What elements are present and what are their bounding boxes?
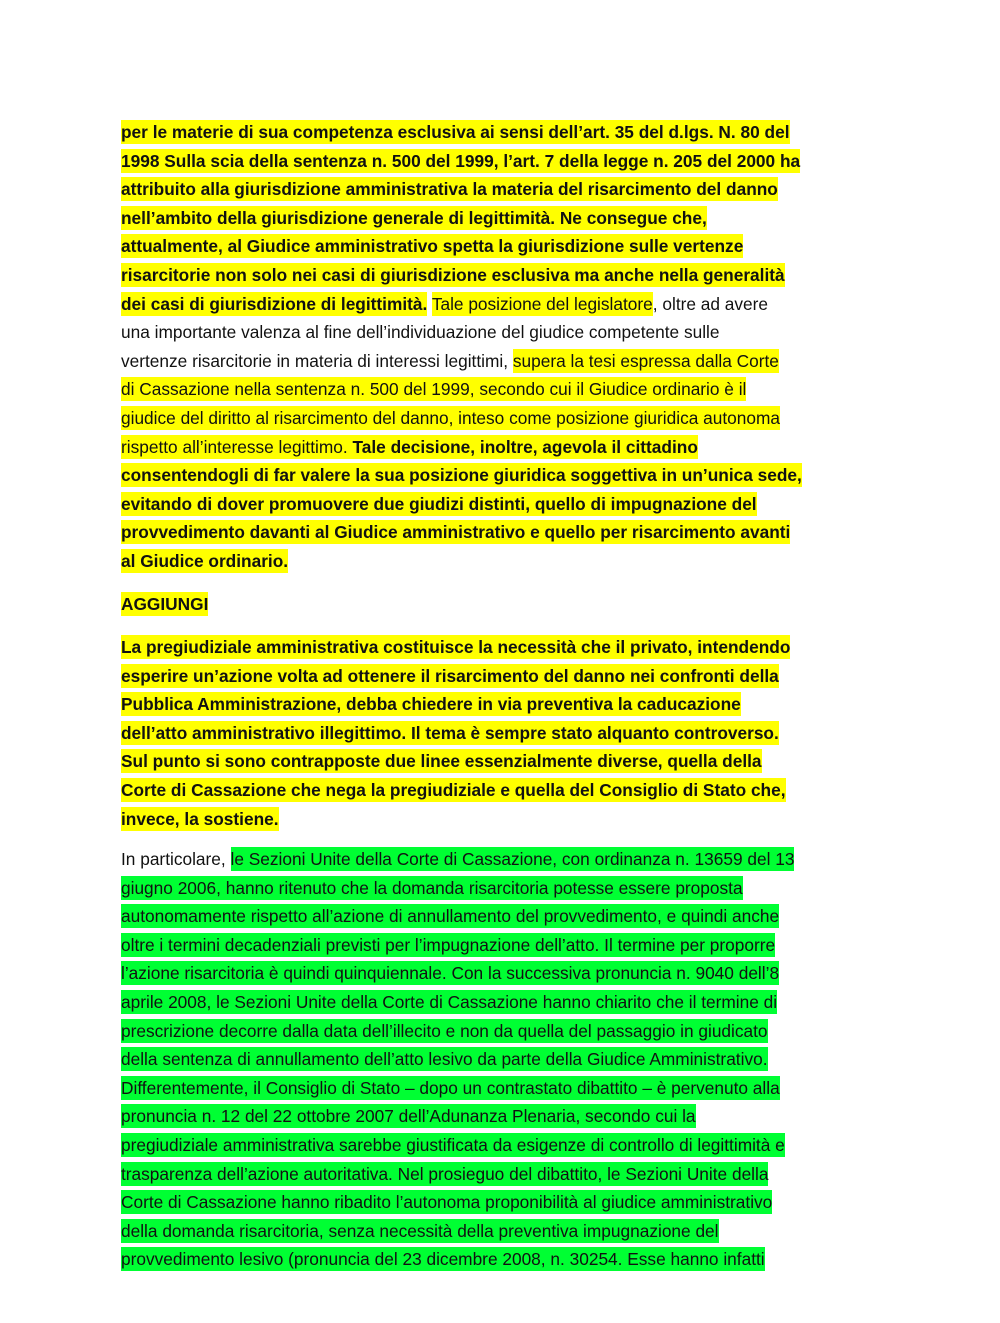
text-line — [121, 959, 883, 988]
highlighted-text: l’azione risarcitoria è quindi quinquiennale. Con la successiva pronuncia n. 9040 dell’8 — [121, 963, 780, 984]
highlighted-text: della domanda risarcitoria, senza necessità della preventiva impugnazione del — [121, 1220, 719, 1241]
highlighted-text: Corte di Cassazione hanno ribadito l’autonoma proponibilità al giudice amministrativo — [121, 1192, 773, 1213]
highlighted-text: giudice del diritto al risarcimento del danno, inteso come posizione giuridica autonoma — [121, 407, 780, 428]
highlighted-text: di Cassazione nella sentenza n. 500 del 1999, secondo cui il Giudice ordinario è il — [121, 379, 747, 400]
text-line — [121, 1017, 883, 1046]
highlighted-text: Pubblica Amministrazione, debba chiedere in via preventiva la caducazione — [121, 694, 741, 715]
text-line — [121, 1102, 883, 1131]
text-line — [121, 461, 883, 490]
body-text: , oltre ad avere — [652, 293, 769, 314]
text-line — [121, 747, 883, 776]
highlighted-text: 1998 Sulla scia della sentenza n. 500 del 1999, l’art. 7 della legge n. 205 del 2000 ha — [121, 150, 801, 171]
text-line — [121, 490, 883, 519]
body-text: una importante valenza al fine dell’individuazione del giudice competente sulle — [121, 322, 720, 343]
highlighted-text: della sentenza di annullamento dell’atto lesivo da parte della Giudice Amministrativo. — [121, 1049, 768, 1070]
text-line — [121, 776, 883, 805]
text-line — [121, 874, 883, 903]
highlighted-text: prescrizione decorre dalla data dell’illecito e non da quella del passaggio in giudicato — [121, 1020, 768, 1041]
text-line — [121, 988, 883, 1017]
text-line — [121, 719, 883, 748]
highlighted-text: La pregiudiziale amministrativa costituisce la necessità che il privato, intendendo — [121, 637, 791, 657]
highlighted-text: aprile 2008, le Sezioni Unite della Corte di Cassazione hanno chiarito che il termine di — [121, 991, 778, 1012]
highlighted-text: autonomamente rispetto all’azione di annullamento del provvedimento, e quindi anche — [121, 906, 780, 927]
highlighted-text: le Sezioni Unite della Corte di Cassazione, con ordinanza n. 13659 del 13 — [230, 849, 795, 869]
highlighted-text: attribuito alla giurisdizione amministrativa la materia del risarcimento del danno — [121, 179, 778, 200]
paragraph-pregiudiziale — [121, 633, 883, 833]
highlighted-text: Tale decisione, inoltre, agevola il cittadino — [352, 436, 698, 457]
text-line — [121, 1045, 883, 1074]
text-line — [121, 902, 883, 931]
highlighted-text: evitando di dover promuovere due giudizi distinti, quello di impugnazione del — [121, 493, 757, 514]
highlighted-text: AGGIUNGI — [121, 594, 209, 614]
text-line — [121, 318, 883, 347]
text-line — [121, 662, 883, 691]
text-line — [121, 175, 883, 204]
highlighted-text: Differentemente, il Consiglio di Stato – dopo un contrastato dibattito – è pervenuto alla — [121, 1077, 780, 1098]
text-line — [121, 375, 883, 404]
highlighted-text: pronuncia n. 12 del 22 ottobre 2007 dell’Adunanza Plenaria, secondo cui la — [121, 1106, 696, 1127]
highlighted-text: nell’ambito della giurisdizione generale di legittimità. Ne consegue che, — [121, 207, 707, 228]
text-line — [121, 261, 883, 290]
highlighted-text: esperire un’azione volta ad ottenere il risarcimento del danno nei confronti della — [121, 665, 779, 686]
text-line — [121, 845, 883, 874]
text-line — [121, 590, 883, 619]
highlighted-text: trasparenza dell’azione autoritativa. Nel prosieguo del dibattito, le Sezioni Unite della — [121, 1163, 769, 1184]
text-line — [121, 805, 883, 834]
text-line — [121, 1188, 883, 1217]
highlighted-text: attualmente, al Giudice amministrativo spetta la giurisdizione sulle vertenze — [121, 236, 744, 257]
paragraph-aggiungi — [121, 590, 883, 619]
text-line — [121, 1074, 883, 1103]
highlighted-text: invece, la sostiene. — [121, 808, 279, 829]
highlighted-text: Corte di Cassazione che nega la pregiudiziale e quella del Consiglio di Stato che, — [121, 779, 786, 800]
highlighted-text: risarcitorie non solo nei casi di giurisdizione esclusiva ma anche nella generalità — [121, 264, 785, 285]
paragraph-1 — [121, 118, 883, 576]
text-line — [121, 931, 883, 960]
highlighted-text: al Giudice ordinario. — [121, 550, 289, 571]
highlighted-text: dei casi di giurisdizione di legittimità. — [121, 293, 428, 314]
body-text: vertenze risarcitorie in materia di interessi legittimi, — [121, 350, 513, 371]
text-line — [121, 1217, 883, 1246]
highlighted-text: supera la tesi espressa dalla Corte — [512, 350, 779, 371]
body-text: In particolare, — [121, 849, 231, 869]
highlighted-text: provvedimento davanti al Giudice amministrativo e quello per risarcimento avanti — [121, 522, 791, 543]
text-line — [121, 290, 883, 319]
text-line — [121, 518, 883, 547]
highlighted-text: giugno 2006, hanno ritenuto che la domanda risarcitoria potesse essere proposta — [121, 877, 743, 898]
paragraph-in-particolare — [121, 845, 883, 1274]
text-line — [121, 633, 883, 662]
highlighted-text: per le materie di sua competenza esclusiva ai sensi dell’art. 35 del d.lgs. N. 80 del — [121, 122, 790, 142]
highlighted-text: Sul punto si sono contrapposte due linee essenzialmente diverse, quella della — [121, 751, 762, 772]
text-line — [121, 118, 883, 147]
text-line — [121, 1245, 883, 1274]
text-line — [121, 547, 883, 576]
text-line — [121, 404, 883, 433]
text-line — [121, 347, 883, 376]
highlighted-text: dell’atto amministrativo illegittimo. Il tema è sempre stato alquanto controverso. — [121, 722, 779, 743]
text-line — [121, 1160, 883, 1189]
highlighted-text: consentendogli di far valere la sua posizione giuridica soggettiva in un’unica sede, — [121, 465, 802, 486]
highlighted-text: oltre i termini decadenziali previsti per l’impugnazione dell’atto. Il termine per proporre — [121, 934, 776, 955]
highlighted-text: Tale posizione del legislatore — [431, 293, 653, 314]
text-line — [121, 232, 883, 261]
text-line — [121, 204, 883, 233]
text-line — [121, 690, 883, 719]
text-line — [121, 147, 883, 176]
highlighted-text: pregiudiziale amministrativa sarebbe giustificata da esigenze di controllo di legittimità e — [121, 1134, 785, 1155]
text-line — [121, 1131, 883, 1160]
highlighted-text: rispetto all’interesse legittimo. — [121, 436, 353, 457]
text-line — [121, 433, 883, 462]
highlighted-text: provvedimento lesivo (pronuncia del 23 dicembre 2008, n. 30254. Esse hanno infatti — [121, 1249, 765, 1270]
